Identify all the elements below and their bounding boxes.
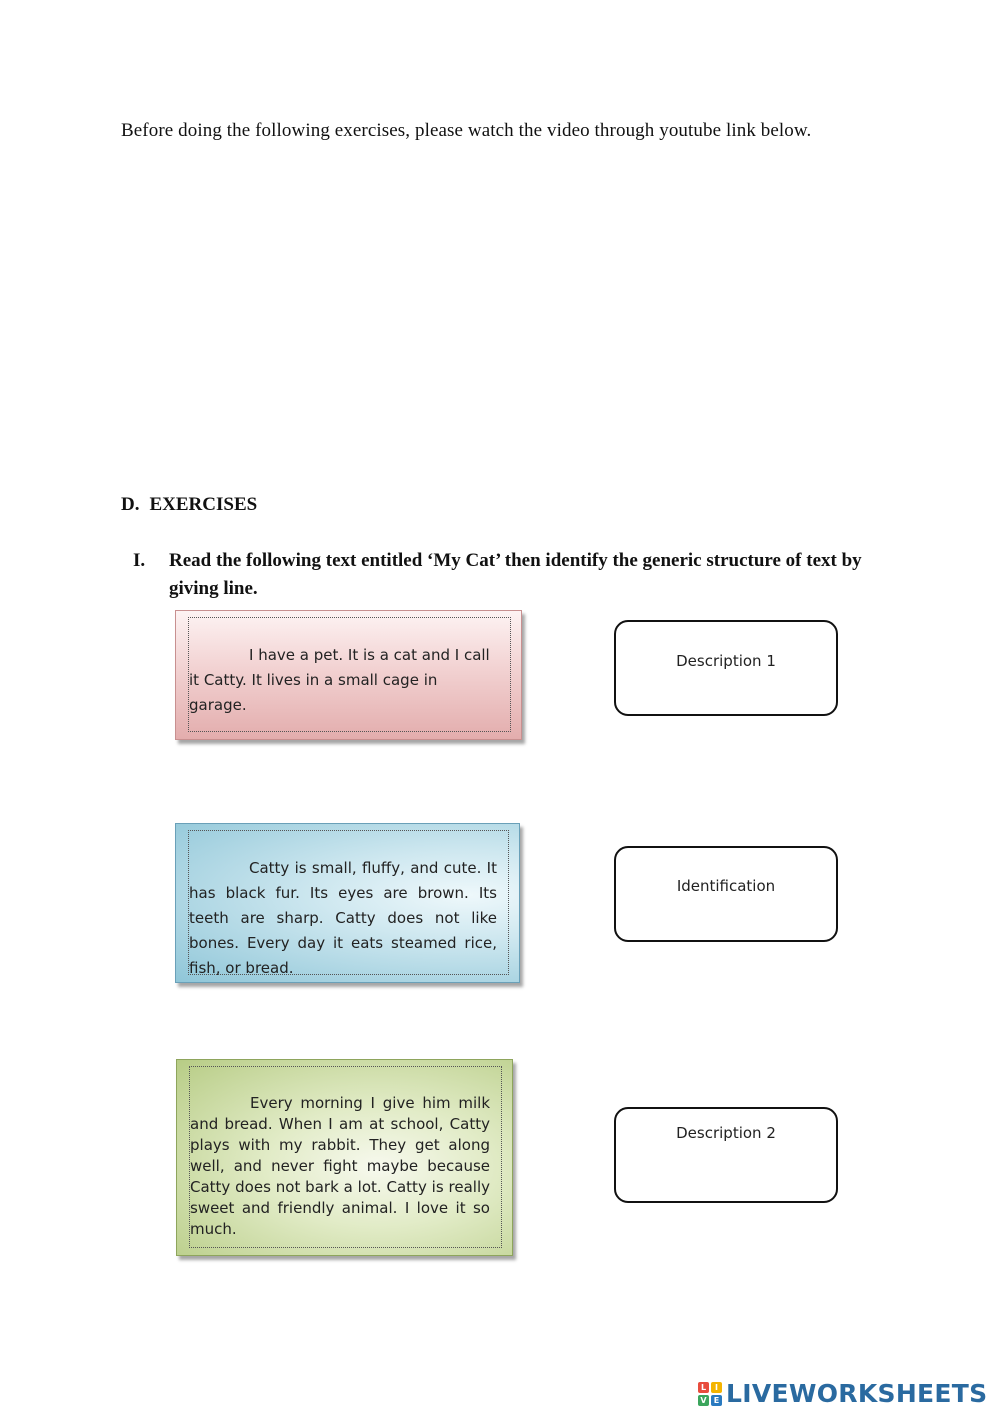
text-box-paragraph-1 — [175, 610, 522, 740]
logo-letter-v: V — [698, 1395, 709, 1406]
intro-text: Before doing the following exercises, please watch the video through youtube link below. — [121, 120, 812, 141]
text-box-paragraph-2 — [175, 823, 520, 983]
section-number: D. — [121, 494, 140, 515]
answer-box-description-1[interactable] — [614, 620, 838, 716]
logo-letter-i: I — [711, 1382, 722, 1393]
answer-label: Description 2 — [676, 1124, 776, 1142]
liveworksheets-logo[interactable] — [698, 1379, 987, 1408]
paragraph-1-text: I have a pet. It is a cat and I call it Catty. It lives in a small cage in garage. — [189, 646, 490, 714]
paragraph-3-text: Every morning I give him milk and bread. When I am at school, Catty plays with my rabbit. They get along well, and never fight maybe because Catty does not bark a lot. Catty is really sweet and friendly animal. I love it so much. — [190, 1094, 490, 1238]
instruction-number: I. — [133, 550, 146, 571]
logo-letter-e: E — [711, 1395, 722, 1406]
answer-box-description-2[interactable] — [614, 1107, 838, 1203]
section-title: EXERCISES — [149, 494, 258, 515]
text-box-paragraph-3 — [176, 1059, 513, 1256]
answer-label: Description 1 — [676, 652, 776, 670]
answer-box-identification[interactable] — [614, 846, 838, 942]
section-heading — [121, 494, 257, 516]
exercise-instruction — [133, 547, 893, 603]
logo-letter-l: L — [698, 1382, 709, 1393]
instruction-text: Read the following text entitled ‘My Cat’ then identify the generic structure of text by giving line. — [169, 550, 862, 599]
brand-wordmark: LIVEWORKSHEETS — [726, 1379, 988, 1408]
paragraph-2-text: Catty is small, fluffy, and cute. It has black fur. Its eyes are brown. Its teeth are sharp. Catty does not like bones. Every day it eats steamed rice, fish, or bread. — [189, 859, 497, 977]
answer-label: Identification — [676, 877, 776, 895]
logo-icon — [698, 1382, 722, 1406]
